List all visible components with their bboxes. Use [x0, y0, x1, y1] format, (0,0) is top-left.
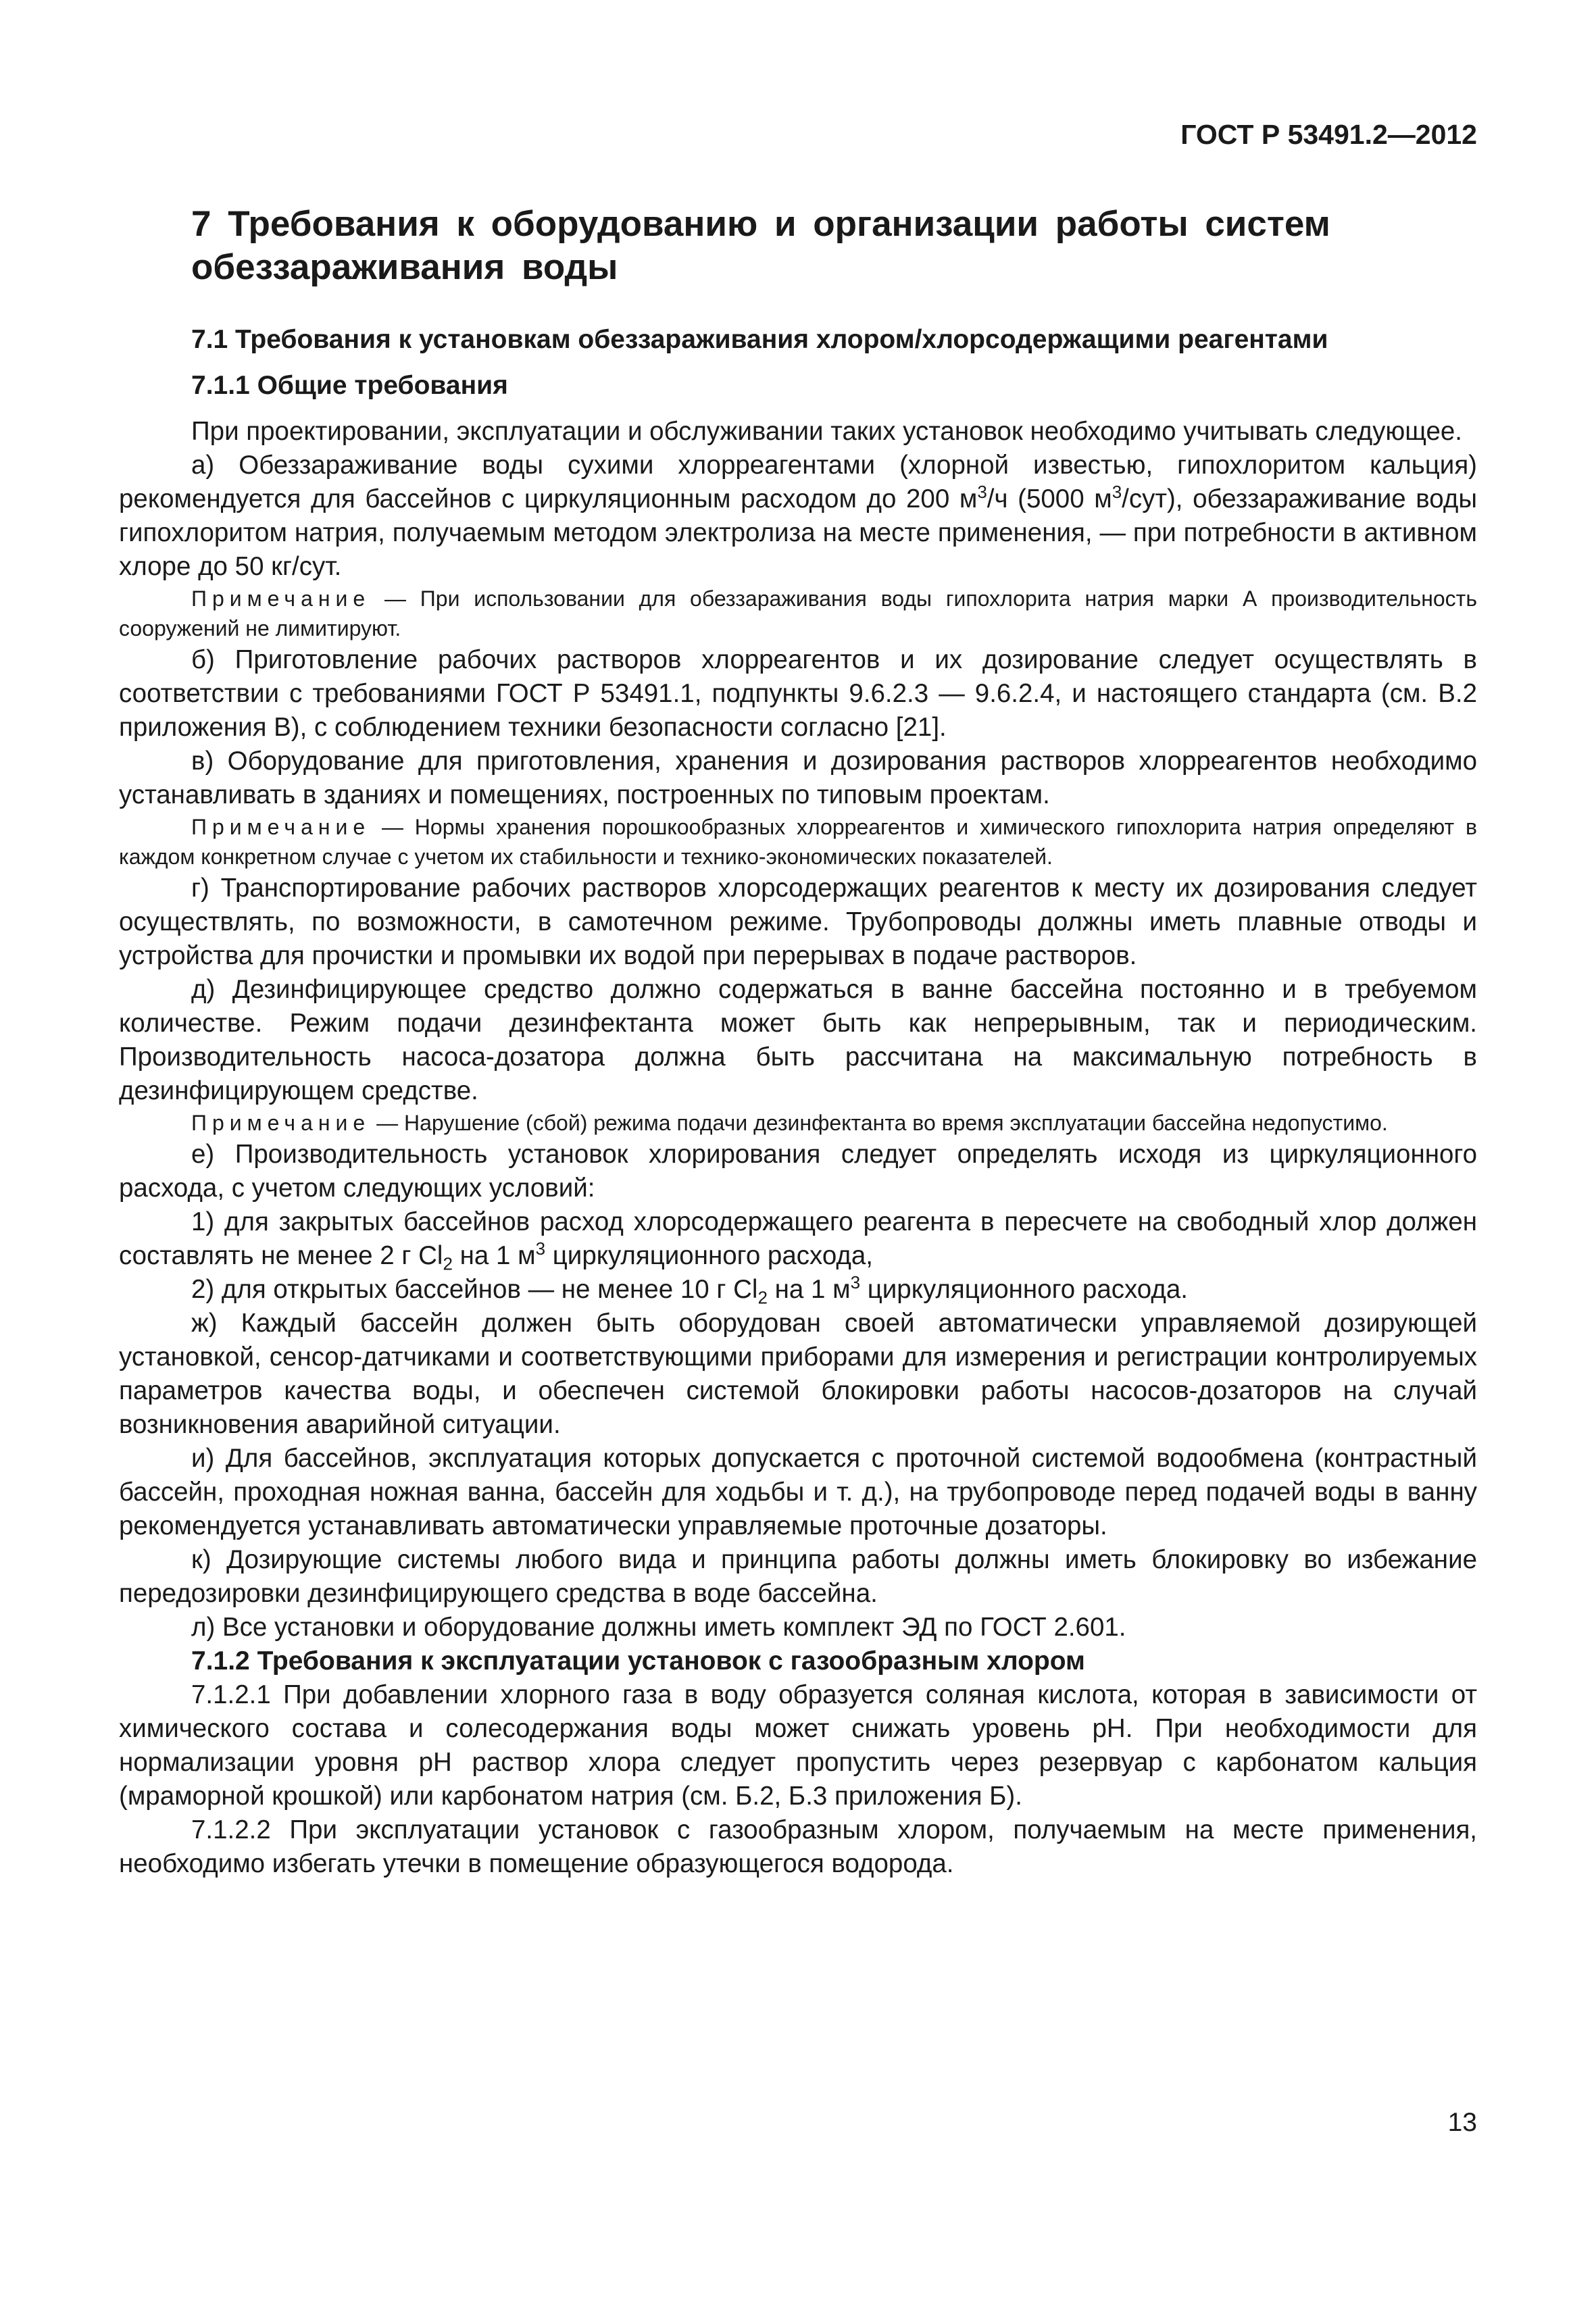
item-l-paragraph: л) Все установки и оборудование должны иметь комплект ЭД по ГОСТ 2.601. [191, 1613, 1126, 1642]
condition-2-text-1: 2) для открытых бассейнов — не менее 10 г Cl [191, 1275, 758, 1304]
item-b-paragraph: б) Приготовление рабочих растворов хлорреагентов и их дозирование следует осуществлять в соответствии с требованиями ГОСТ Р 53491.1, подпункты 9.6.2.3 — 9.6.2.4, и настоящего стандарта (см. В.2 приложения В), с соблюдением техники безопасности согласно [21]. [119, 645, 1477, 742]
item-a-text-1: а) Обеззараживание воды сухими хлорреагентами (хлорной известью, гипохлоритом кальция) рекомендуется для бассейнов с циркуляционным расходом до 200 м [119, 451, 1477, 513]
item-d-paragraph: д) Дезинфицирующее средство должно содержаться в ванне бассейна постоянно и в требуемом количестве. Режим подачи дезинфектанта может быть как непрерывным, так и периодическим. Производительность насоса-дозатора должна быть рассчитана на максимальную потребность в дезинфицирующем средстве. [119, 975, 1477, 1105]
subsection-7-1-2-heading: 7.1.2 Требования к эксплуатации установок с газообразным хлором [191, 1646, 1085, 1676]
superscript: 3 [977, 482, 987, 503]
item-a-text-2: /ч (5000 м [987, 484, 1112, 513]
item-e-paragraph: е) Производительность установок хлорирования следует определять исходя из циркуляционного расхода, с учетом следующих условий: [119, 1140, 1477, 1203]
note-2 [119, 812, 1477, 872]
superscript: 3 [535, 1238, 546, 1259]
condition-1-text-1: 1) для закрытых бассейнов расход хлорсодержащего реагента в пересчете на свободный хлор должен составлять не менее 2 г Cl [119, 1207, 1477, 1270]
note-1 [119, 584, 1477, 643]
item-a-paragraph [119, 449, 1477, 584]
subsection-7-1-1-heading: 7.1.1 Общие требования [191, 371, 508, 400]
condition-2-text-2: на 1 м [767, 1275, 851, 1304]
item-a-text-3: /сут), обеззараживание воды гипохлоритом натрия, получаемым методом электролиза на месте применения, — при потребности в активном хлоре до 50 кг/сут. [119, 484, 1478, 581]
superscript: 3 [1112, 482, 1122, 503]
subscript: 2 [443, 1253, 453, 1274]
paragraph-7-1-2-1: 7.1.2.1 При добавлении хлорного газа в воду образуется соляная кислота, которая в зависимости от химического состава и солесодержания воды может снижать уровень pH. При необходимости для нормализации уровня pH раствор хлора следует пропустить через резервуар с карбонатом кальция (мраморной крошкой) или карбонатом натрия (см. Б.2, Б.3 приложения Б). [119, 1680, 1477, 1811]
note-label: Примечание [191, 1111, 371, 1135]
condition-1-text-2: на 1 м [452, 1241, 536, 1270]
section-title [119, 203, 1477, 289]
document-id: ГОСТ Р 53491.2—2012 [1180, 119, 1477, 150]
item-k-paragraph: к) Дозирующие системы любого вида и принципа работы должны иметь блокировку во избежание передозировки дезинфицирующего средства в воде бассейна. [119, 1545, 1477, 1608]
item-i-paragraph: и) Для бассейнов, эксплуатация которых допускается с проточной системой водообмена (контрастный бассейн, проходная ножная ванна, бассейн для ходьбы и т. д.), на трубопроводе перед подачей воды в ванну рекомендуется устанавливать автоматически управляемые проточные дозаторы. [119, 1444, 1477, 1540]
item-v-paragraph: в) Оборудование для приготовления, хранения и дозирования растворов хлорреагентов необходимо устанавливать в зданиях и помещениях, построенных по типовым проектам. [119, 747, 1477, 809]
note-label: Примечание [191, 586, 371, 611]
note-text: — Нарушение (сбой) режима подачи дезинфектанта во время эксплуатации бассейна недопустимо. [370, 1111, 1388, 1135]
condition-1-text-3: циркуляционного расхода, [545, 1241, 873, 1270]
condition-2 [119, 1273, 1477, 1307]
condition-1 [119, 1205, 1477, 1273]
paragraph-7-1-2-2: 7.1.2.2 При эксплуатации установок с газообразным хлором, получаемым на месте применения, необходимо избегать утечки в помещение образующегося водорода. [119, 1815, 1477, 1878]
note-text: — Нормы хранения порошкообразных хлорреагентов и химического гипохлорита натрия определяют в каждом конкретном случае с учетом их стабильности и технико-экономических показателей. [119, 815, 1477, 869]
page-number: 13 [1447, 2108, 1477, 2137]
note-text: — При использовании для обеззараживания воды гипохлорита натрия марки А производительность сооружений не лимитируют. [119, 586, 1477, 640]
item-g-paragraph: г) Транспортирование рабочих растворов хлорсодержащих реагентов к месту их дозирования следует осуществлять, по возможности, в самотечном режиме. Трубопроводы должны иметь плавные отводы и устройства для прочистки и промывки их водой при перерывах в подаче растворов. [119, 874, 1477, 970]
note-label: Примечание [191, 815, 371, 839]
subsection-7-1-heading: 7.1 Требования к установкам обеззараживания хлором/хлорсодержащими реагентами [191, 325, 1328, 354]
item-zh-paragraph: ж) Каждый бассейн должен быть оборудован своей автоматически управляемой дозирующей установкой, сенсор-датчиками и соответствующими приборами для измерения и регистрации контролируемых параметров качества воды, и обеспечен системой блокировки работы насосов-дозаторов на случай возникновения аварийной ситуации. [119, 1309, 1477, 1439]
note-3 [119, 1108, 1477, 1138]
section-title-line1: 7 Требования к оборудованию и организации работы систем [191, 204, 1330, 244]
page-body [119, 203, 1477, 1881]
condition-2-text-3: циркуляционного расхода. [860, 1275, 1188, 1304]
section-title-line2: обеззараживания воды [191, 247, 618, 287]
intro-paragraph: При проектировании, эксплуатации и обслуживании таких установок необходимо учитывать следующее. [191, 417, 1462, 446]
subscript: 2 [757, 1287, 768, 1308]
superscript: 3 [850, 1272, 861, 1293]
